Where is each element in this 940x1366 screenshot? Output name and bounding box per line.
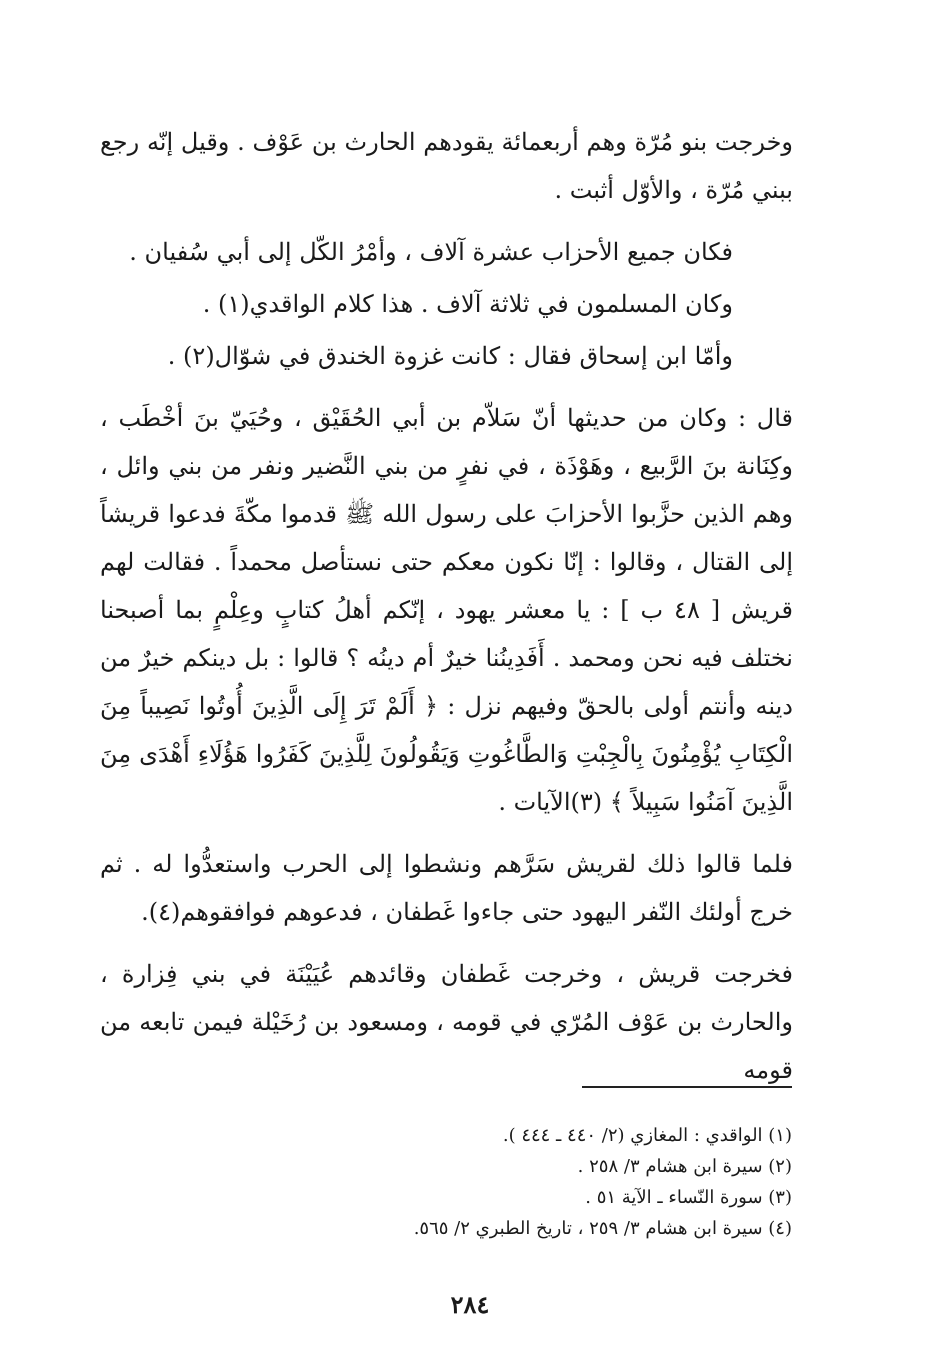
footnote-divider (582, 1086, 792, 1088)
footnote-4: (٤) سيرة ابن هشام ٣/ ٢٥٩ ، تاريخ الطبري ٢/ ٥٦٥. (413, 1218, 792, 1239)
page-number: ٢٨٤ (450, 1290, 490, 1319)
footnote-1: (١) الواقدي : المغازي (٢/ ٤٤٠ ـ ٤٤٤ ). (502, 1125, 792, 1146)
paragraph-5: قال : وكان من حديثها أنّ سَلاّم بن أبي الحُقَيْق ، وحُيَيّ بنَ أخْطَب ، وكِنَانة بنَ الرَّبيع ، وهَوْذَة ، في نفرٍ من بني النَّضير ونفر من بني وائل ، وهم الذين حزَّبوا الأحزابَ على رسول الله ﷺ قدموا مكّةَ فدعوا قريشاً إلى القتال ، وقالوا : إنّا نكون معكم حتى نستأصل محمداً . فقالت لهم قريش [ ٤٨ ب ] : يا معشر يهود ، إنّكم أهلُ كتابٍ وعِلْمٍ بما أصبحنا نختلف فيه نحن ومحمد . أَفَدِينُنا خيرٌ أم دينُه ؟ قالوا : بل دينكم خيرٌ من دينه وأنتم أولى بالحقّ وفيهم نزل : ﴿ أَلَمْ تَرَ إِلَى الَّذِينَ أُوتُوا نَصِيباً مِنَ الْكِتَابِ يُؤْمِنُونَ بِالْجِبْتِ وَالطَّاغُوتِ وَيَقُولُونَ لِلَّذِينَ كَفَرُوا هَؤُلَاءِ أَهْدَى مِنَ الَّذِينَ آمَنُوا سَبِيلاً ﴾ (٣)الآيات . (100, 404, 794, 816)
main-text (100, 118, 793, 1108)
paragraph-6: فلما قالوا ذلك لقريش سَرَّهم ونشطوا إلى الحرب واستعدُّوا له . ثم خرج أولئك النّفر اليهود حتى جاءوا غَطفان ، فدعوهم فوافقوهم(٤). (100, 850, 793, 926)
paragraph-2: فكان جميع الأحزاب عشرة آلاف ، وأمْرُ الكّل إلى أبي سُفيان . (129, 238, 733, 266)
paragraph-4: وأمّا ابن إسحاق فقال : كانت غزوة الخندق في شوّال(٢) . (167, 342, 733, 370)
footnote-3: (٣) سورة النّساء ـ الآية ٥١ . (585, 1187, 792, 1208)
paragraph-7: فخرجت قريش ، وخرجت غَطفان وقائدهم عُيَيْنَة في بني فِزارة ، والحارث بن عَوْف المُرّي في قومه ، ومسعود بن رُخَيْلة فيمن تابعه من قومه (100, 960, 793, 1084)
paragraph-1: وخرجت بنو مُرّة وهم أربعمائة يقودهم الحارث بن عَوْف . وقيل إنّه رجع ببني مُرّة ، والأوّل أثبت . (100, 128, 793, 204)
paragraph-3: وكان المسلمون في ثلاثة آلاف . هذا كلام الواقدي(١) . (202, 290, 733, 318)
footnotes (102, 1120, 792, 1244)
footnote-2: (٢) سيرة ابن هشام ٣/ ٢٥٨ . (577, 1156, 792, 1177)
